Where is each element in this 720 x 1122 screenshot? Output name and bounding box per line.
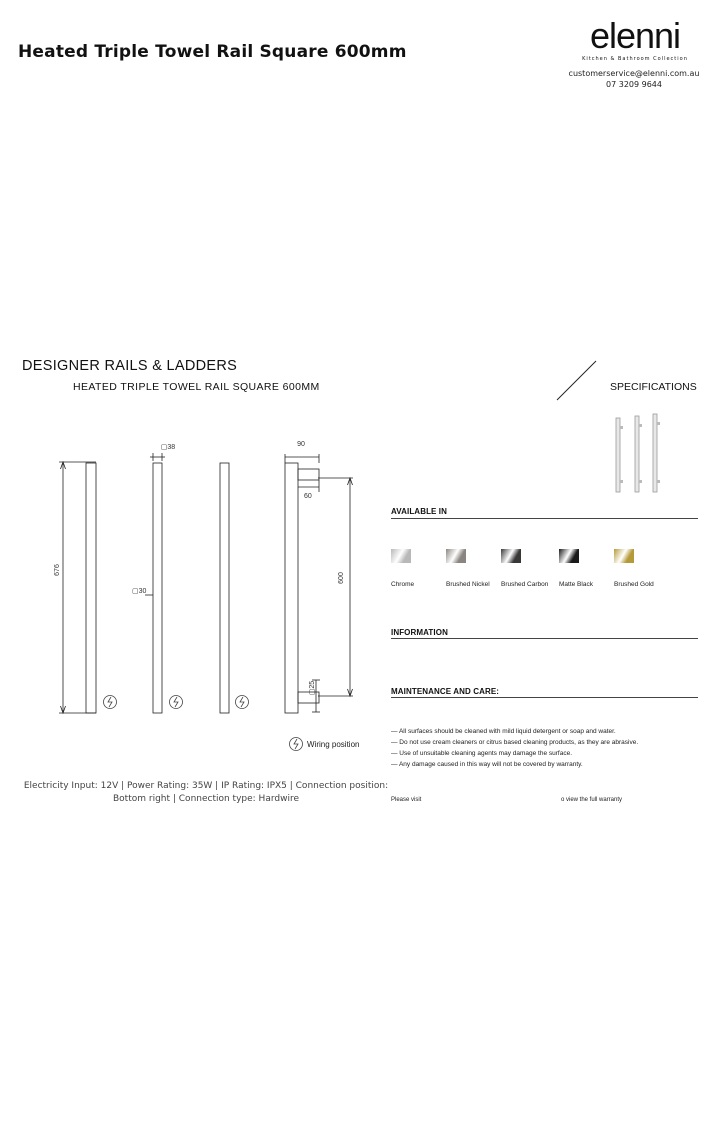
elenni-logo — [576, 15, 694, 62]
technical-drawing — [40, 430, 380, 760]
care-item: — Any damage caused in this way will not be covered by warranty. — [391, 761, 583, 768]
dim-section-bottom: ▢25 — [309, 680, 316, 696]
product-thumbnail — [608, 412, 662, 494]
wiring-icon — [240, 697, 244, 707]
product-heading: HEATED TRIPLE TOWEL RAIL SQUARE 600MM — [73, 381, 320, 393]
category-heading: DESIGNER RAILS & LADDERS — [22, 358, 238, 374]
dim-height: 676 — [54, 564, 61, 576]
wiring-icon — [108, 697, 112, 707]
finish-label: Brushed Gold — [614, 581, 654, 588]
dim-section-mid: ▢30 — [132, 588, 147, 595]
finish-swatch[interactable] — [446, 549, 466, 563]
product-title: Heated Triple Towel Rail Square 600mm — [18, 42, 407, 62]
warranty-visit-text: Please visit — [391, 797, 422, 803]
dim-depth: 90 — [297, 441, 305, 448]
logo-tagline: Kitchen & Bathroom Collection — [582, 56, 688, 62]
information-rule — [391, 638, 698, 639]
dim-section-top: ▢38 — [160, 444, 176, 451]
information-heading: INFORMATION — [391, 628, 448, 637]
contact-block — [560, 68, 708, 90]
specifications-heading: SPECIFICATIONS — [610, 381, 697, 393]
available-rule — [391, 518, 698, 519]
maintenance-heading: MAINTENANCE AND CARE: — [391, 687, 500, 696]
finish-label: Brushed Nickel — [446, 581, 490, 588]
finish-swatch[interactable] — [391, 549, 411, 563]
finish-swatch[interactable] — [559, 549, 579, 563]
care-item: — Do not use cream cleaners or citrus based cleaning products, as they are abrasive. — [391, 739, 639, 746]
care-item: — All surfaces should be cleaned with mild liquid detergent or soap and water. — [391, 728, 616, 735]
care-list — [391, 726, 638, 770]
wiring-position-label: Wiring position — [307, 740, 360, 749]
wiring-icon — [174, 697, 178, 707]
contact-email[interactable]: customerservice@elenni.com.au — [568, 69, 700, 78]
maintenance-rule — [391, 697, 698, 698]
logo-wordmark: elenni — [589, 15, 681, 56]
finish-swatch[interactable] — [501, 549, 521, 563]
warranty-link-text[interactable]: o view the full warranty — [561, 797, 623, 803]
finish-label: Brushed Carbon — [501, 581, 549, 588]
dim-offset: 60 — [304, 493, 312, 500]
divider-slash — [555, 360, 597, 402]
dim-centres: 600 — [338, 572, 345, 584]
wiring-legend-icon — [294, 739, 298, 749]
wiring-icons — [104, 696, 303, 751]
finish-swatch[interactable] — [614, 549, 634, 563]
finish-label: Matte Black — [559, 581, 593, 588]
finish-label: Chrome — [391, 581, 415, 588]
care-item: — Use of unsuitable cleaning agents may damage the surface. — [391, 750, 573, 757]
contact-phone[interactable]: 07 3209 9644 — [606, 80, 662, 89]
product-specs-description: Electricity Input: 12V | Power Rating: 35W | IP Rating: IPX5 | Connection position: Bottom right | Connection type: Hardwire — [23, 781, 389, 804]
available-heading: AVAILABLE IN — [391, 507, 448, 516]
